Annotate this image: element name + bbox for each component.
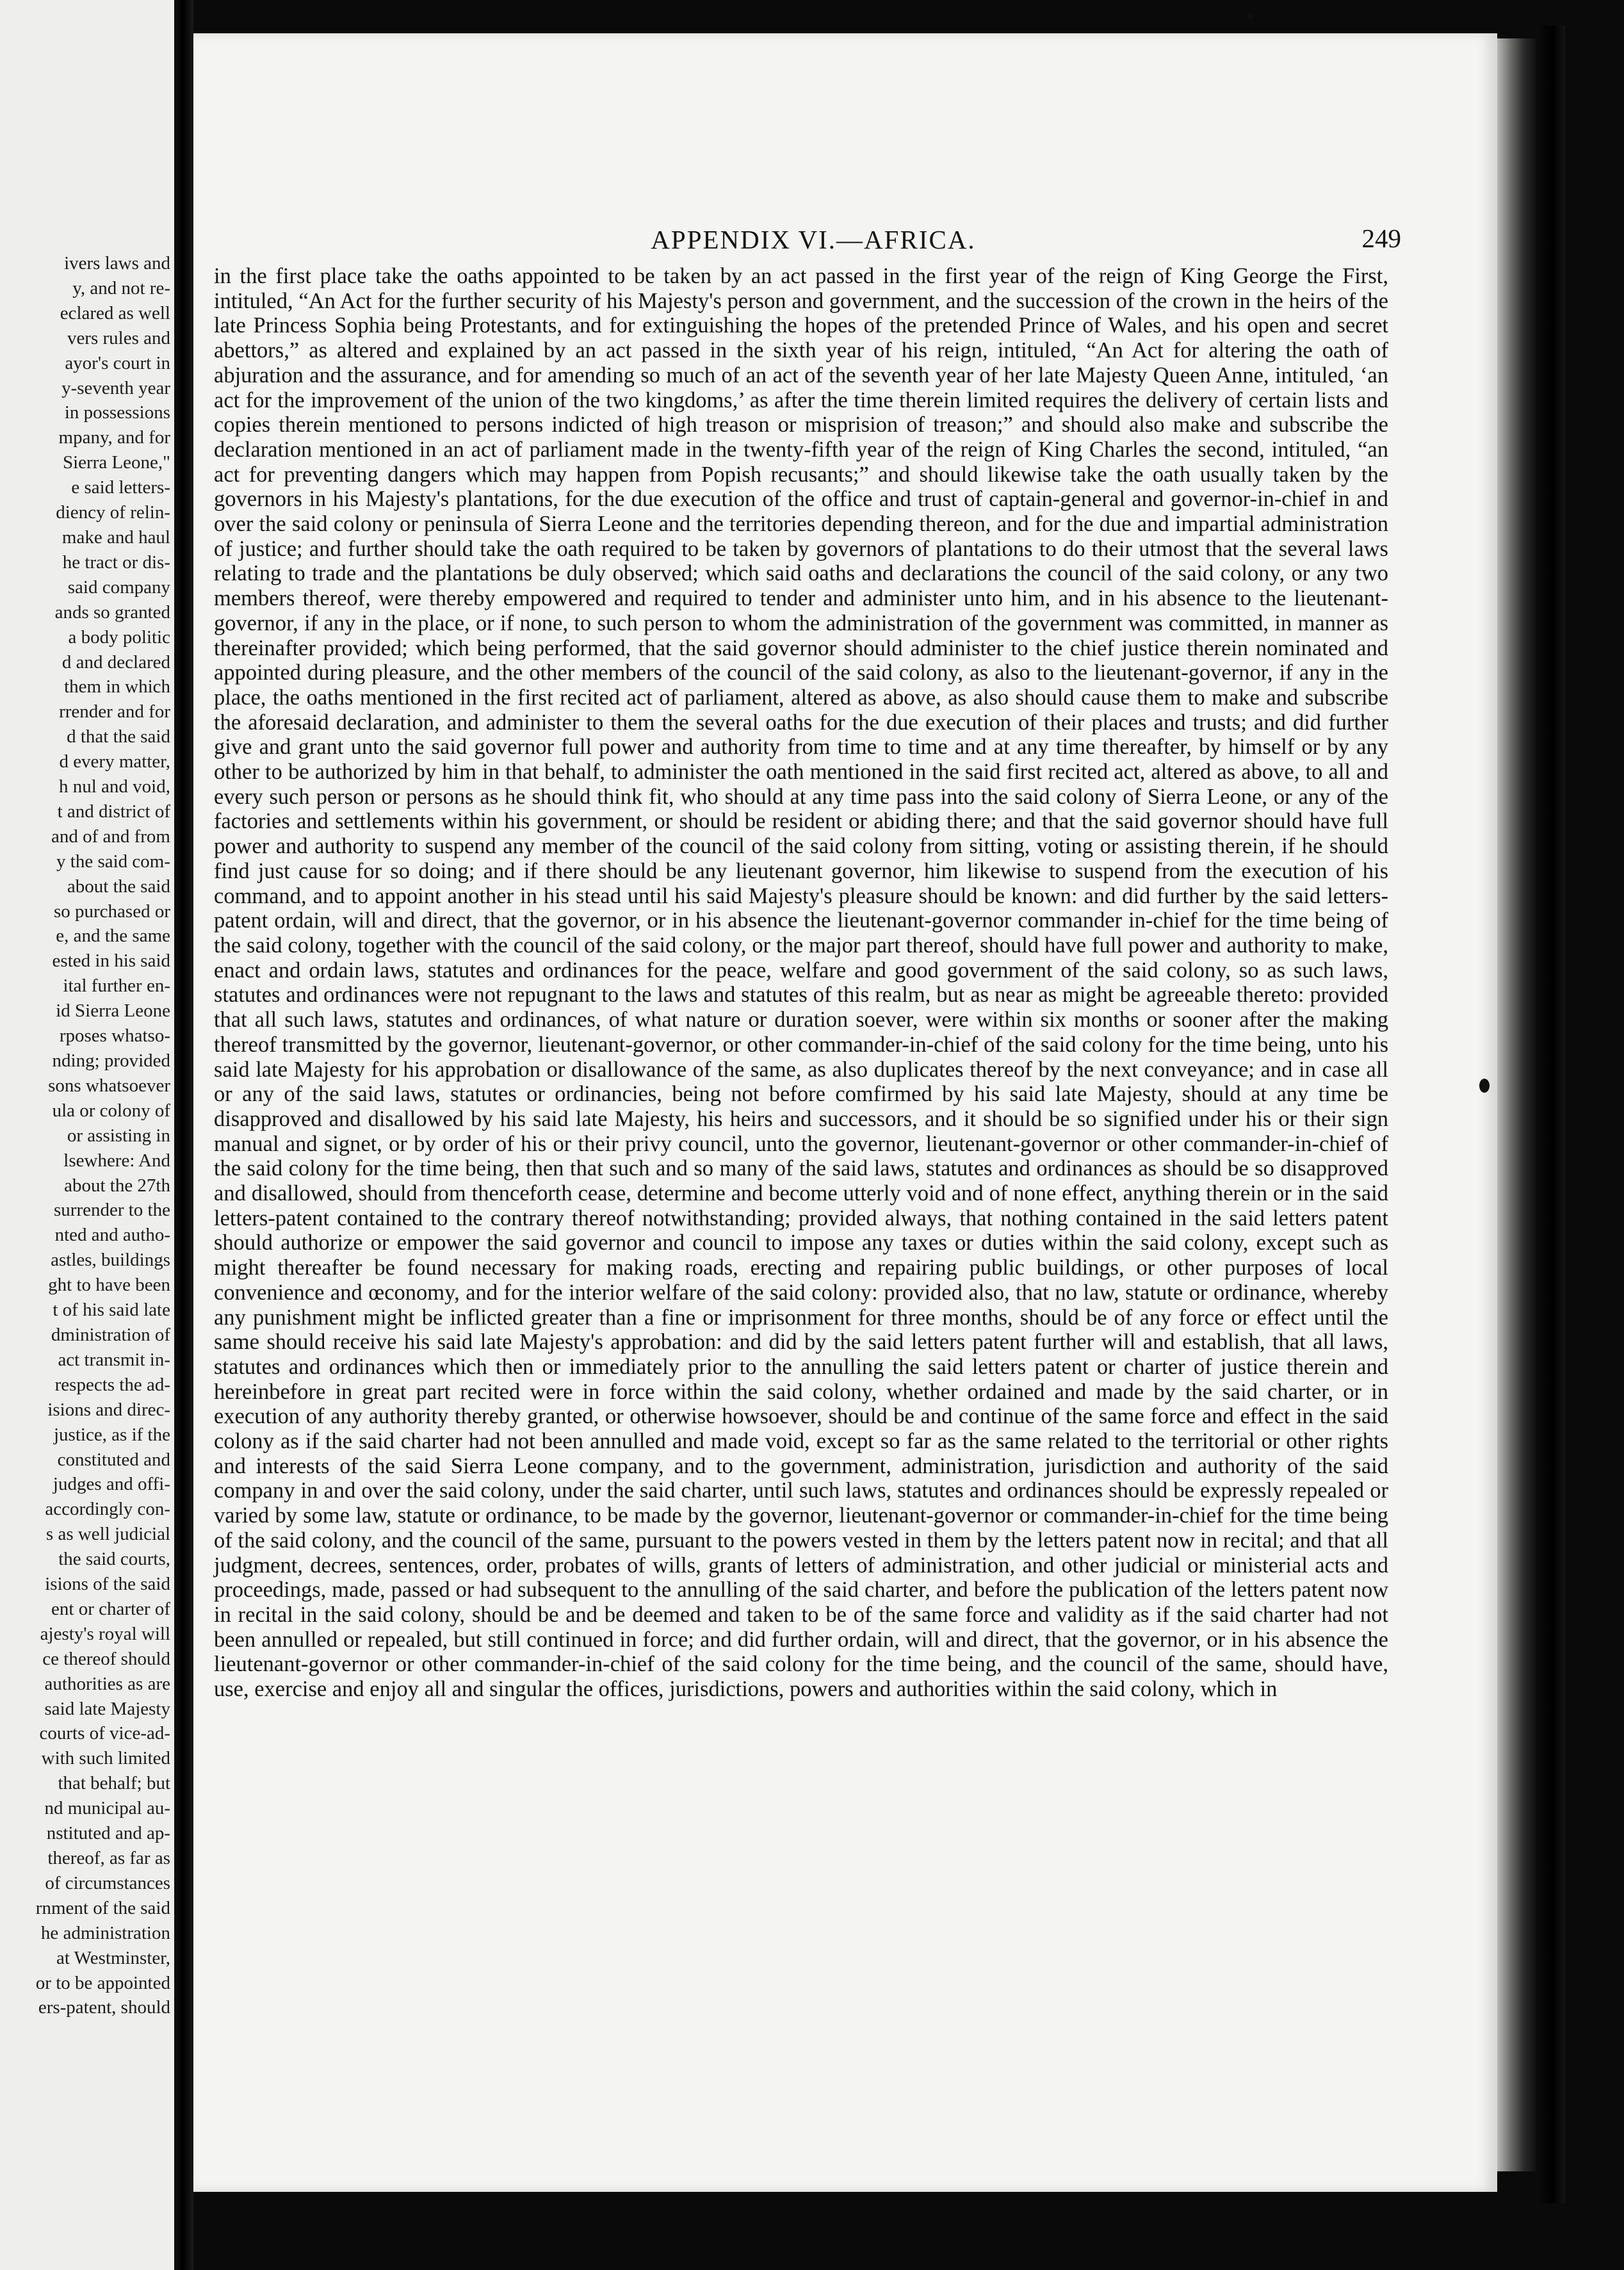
facing-page-line: them in which: [64, 676, 170, 698]
facing-page-line: ayor's court in: [65, 352, 170, 373]
facing-page-line: nstituted and ap-: [46, 1823, 170, 1844]
facing-page-line: act transmit in-: [58, 1349, 170, 1370]
facing-page-line: about the 27th: [64, 1175, 170, 1196]
facing-page-line: nd municipal au-: [44, 1798, 170, 1819]
dust-speck: [1249, 14, 1253, 18]
facing-page-line: courts of vice-ad-: [39, 1723, 170, 1744]
facing-page-line: d and declared: [61, 651, 170, 673]
facing-page-line: ula or colony of: [52, 1100, 170, 1121]
facing-page-line: or to be appointed: [35, 1972, 170, 1993]
facing-page-line: rrender and for: [59, 701, 170, 723]
facing-page-line: astles, buildings: [51, 1250, 170, 1271]
facing-page-line: d every matter,: [59, 751, 170, 772]
facing-page-line: diency of relin-: [56, 502, 170, 523]
facing-page-line: y, and not re-: [72, 277, 170, 298]
facing-page-line: accordingly con-: [45, 1499, 170, 1520]
facing-page-line: of circumstances: [45, 1872, 170, 1893]
facing-page-line: ands so granted: [54, 601, 170, 623]
facing-page-line: at Westminster,: [56, 1947, 170, 1968]
facing-page-line: e said letters-: [71, 477, 170, 498]
facing-page-line: justice, as if the: [53, 1424, 170, 1445]
facing-page-line: id Sierra Leone: [56, 1000, 170, 1022]
facing-page: [0, 0, 174, 2270]
page-number: 249: [1361, 224, 1401, 253]
book-page: [193, 33, 1497, 2192]
page-body: [214, 264, 1388, 1702]
facing-page-text: [0, 251, 170, 2020]
facing-page-line: or assisting in: [67, 1125, 170, 1146]
facing-page-line: said company: [67, 576, 170, 598]
facing-page-line: ivers laws and: [64, 253, 170, 274]
facing-page-line: rnment of the said: [35, 1897, 170, 1918]
facing-page-line: ce thereof should: [42, 1648, 170, 1669]
facing-page-line: thereof, as far as: [47, 1848, 170, 1868]
facing-page-line: authorities as are: [44, 1673, 170, 1694]
facing-page-line: s as well judicial: [45, 1524, 170, 1545]
facing-page-line: y the said com-: [56, 851, 170, 872]
facing-page-line: rposes whatso-: [59, 1025, 170, 1047]
facing-page-line: he administration: [40, 1922, 170, 1943]
facing-page-line: ital further en-: [63, 976, 170, 997]
facing-page-line: with such limited: [41, 1748, 170, 1769]
facing-page-line: lsewhere: And: [63, 1150, 170, 1171]
facing-page-line: respects the ad-: [54, 1374, 170, 1395]
facing-page-line: the said courts,: [58, 1549, 170, 1570]
body-paragraph: in the first place take the oaths appointed to be taken by an act passed in the first year of the reign of King George the First, intituled, “An Act for the further security of his Majesty's person and government, and the succession of the crown in the heirs of the late Princess Sophia being Protestants, and for extinguishing the hopes of the pretended Prince of Wales, and his open and secret abettors,” as altered and explained by an act passed in the sixth year of his reign, intituled, “An Act for altering the oath of abjuration and the assurance, and for amending so much of an act of the seventh year of her late Majesty Queen Anne, intituled, ‘an act for the improvement of the union of the two kingdoms,’ as after the time therein limited requires the delivery of certain lists and copies therein mentioned to persons indicted of high treason or misprision of treason;” and should also make and subscribe the declaration mentioned in an act of parliament made in the twenty-fifth year of the reign of King Charles the second, intituled, “an act for preventing dangers which may happen from Popish recusants;” and should likewise take the oath usually taken by the governors in his Majesty's plantations, for the due execution of the office and trust of captain-general and governor-in-chief in and over the said colony or peninsula of Sierra Leone and the territories depending thereon, and for the due and impartial administration of justice; and further should take the oath required to be taken by governors of plantations to do their utmost that the several laws relating to trade and the plantations be duly observed; which said oaths and declarations the council of the said colony, or any two members thereof, were thereby empowered and required to tender and administer unto him, and in his absence to the lieutenant-governor, if any in the place, or if none, to such person to whom the administration of the government was committed, in manner as thereinafter provided; which being performed, that the said governor should administer to the chief justice therein nominated and appointed during pleasure, and the other members of the council of the said colony, as also to the lieutenant-governor, if any in the place, the oaths mentioned in the first recited act of parliament, altered as above, as also should cause them to make and subscribe the aforesaid declaration, and administer to them the several oaths for the due execution of their places and trusts; and did further give and grant unto the said governor full power and authority from time to time and at any time thereafter, by himself or by any other to be authorized by him in that behalf, to administer the oath mentioned in the said first recited act, altered as above, to all and every such person or persons as he should think fit, who should at any time pass into the said colony of Sierra Leone, or any of the factories and settlements within his government, or should be resident or abiding there; and that the said governor should have full power and authority to suspend any member of the council of the said colony from sitting, voting or assisting therein, if he should find just cause for so doing; and if there should be any lieutenant governor, him likewise to suspend from the execution of his command, and to appoint another in his stead until his said Majesty's pleasure should be known: and did further by the said letters-patent ordain, will and direct, that the governor, or in his absence the lieutenant-governor commander in-chief for the time being of the said colony, together with the council of the said colony, or the major part thereof, should have full power and authority to make, enact and ordain laws, statutes and ordinances for the peace, welfare and good government of the said colony, so as such laws, statutes and ordinances were not repugnant to the laws and statutes of this realm, but as near as might be agreeable thereto: provided that all such laws, statutes and ordinances, of what nature or duration soever, were within six months or sooner after the making thereof transmitted by the governor, lieutenant-governor, or other commander-in-chief of the said colony for the time being, unto his said late Majesty for his approbation or disallowance of the same, as also duplicates thereof by the next conveyance; and in case all or any of the said laws, statutes or ordinancies, being not before comfirmed by his said late Majesty, should at any time be disapproved and disallowed by his said late Majesty, his heirs and successors, and it should be so signified under his or their sign manual and signet, or by order of his or their privy council, unto the governor, lieutenant-governor or other commander-in-chief of the said colony for the time being, then that such and so many of the said laws, statutes and ordinances as should be so disapproved and disallowed, should from thenceforth cease, determine and become utterly void and of none effect, anything therein or in the said letters-patent contained to the contrary thereof notwithstanding; provided always, that nothing contained in the said letters patent should authorize or empower the said governor and council to impose any taxes or duties within the said colony, except such as might thereafter be found necessary for making roads, erecting and repairing public buildings, or other purposes of local convenience and œconomy, and for the interior welfare of the said colony: provided also, that no law, statute or ordinance, whereby any punishment might be inflicted greater than a fine or imprisonment for three months, should be of any force or effect until the same should receive his said late Majesty's approbation: and did by the said letters patent further will and establish, that all laws, statutes and ordinances which then or immediately prior to the annulling the said letters patent or charter of justice therein and hereinbefore in great part recited were in force within the said colony, whether ordained and made by the said charter, or in execution of any authority thereby granted, or otherwise howsoever, should be and continue of the same force and effect in the said colony as if the said charter had not been annulled and made void, except so far as the same related to the territorial or other rights and interests of the said Sierra Leone company, and to the government, administration, jurisdiction and authority of the said company in and over the said colony, under the said charter, until such laws, statutes and ordinances should be expressly repealed or varied by some law, statute or ordinance, to be made by the governor, lieutenant-governor or commander-in-chief for the time being of the said colony, and the council of the same, pursuant to the powers vested in them by the letters patent now in recital; and that all judgment, decrees, sentences, order, probates of wills, grants of letters of administration, and other judicial or ministerial acts and proceedings, made, passed or had subsequent to the annulling of the said charter, and before the publication of the letters patent now in recital in the said colony, should be and be deemed and taken to be of the same force and validity as if the said charter had not been annulled or repealed, but still continued in force; and did further ordain, will and direct, that the governor, or in his absence the lieutenant-governor or other commander-in-chief of the said colony for the time being, and the council of the same, should have, use, exercise and enjoy all and singular the offices, jurisdictions, powers and authorities within the said colony, which in: [214, 264, 1388, 1702]
facing-page-line: isions of the said: [45, 1574, 170, 1595]
running-head: APPENDIX VI.—AFRICA.: [651, 225, 976, 254]
facing-page-line: Sierra Leone,": [62, 452, 170, 473]
facing-page-line: isions and direc-: [47, 1399, 170, 1420]
facing-page-line: nted and autho-: [54, 1225, 170, 1246]
facing-page-line: ajesty's royal will: [40, 1623, 170, 1644]
facing-page-line: ght to have been: [48, 1275, 170, 1296]
facing-page-line: a body politic: [68, 626, 170, 648]
facing-page-line: ers-patent, should: [38, 1997, 170, 2018]
facing-page-line: that behalf; but: [58, 1773, 170, 1794]
book-spine: [1536, 26, 1565, 2203]
facing-page-line: make and haul: [61, 527, 170, 548]
facing-page-line: h nul and void,: [59, 776, 170, 797]
facing-page-line: constituted and: [57, 1449, 170, 1470]
facing-page-line: y-seventh year: [61, 377, 170, 398]
page-edge: [1497, 38, 1536, 2171]
dust-speck: [1479, 1079, 1490, 1093]
facing-page-line: nding; provided: [52, 1050, 170, 1071]
facing-page-line: e, and the same: [56, 926, 170, 947]
facing-page-line: so purchased or: [53, 901, 170, 922]
facing-page-line: and of and from: [51, 826, 170, 847]
book-gutter: [174, 0, 193, 2270]
facing-page-line: vers rules and: [67, 327, 170, 348]
facing-page-line: d that the said: [67, 726, 170, 747]
facing-page-line: surrender to the: [54, 1200, 170, 1221]
facing-page-line: mpany, and for: [58, 427, 170, 448]
facing-page-line: about the said: [67, 876, 170, 897]
facing-page-line: judges and offi-: [53, 1474, 170, 1495]
facing-page-line: t and district of: [57, 801, 170, 822]
facing-page-line: ent or charter of: [51, 1598, 170, 1619]
facing-page-line: he tract or dis-: [62, 551, 170, 573]
facing-page-line: dministration of: [51, 1324, 170, 1345]
facing-page-line: in possessions: [64, 402, 170, 423]
facing-page-line: sons whatsoever: [48, 1075, 170, 1096]
facing-page-line: eclared as well: [60, 302, 170, 323]
facing-page-line: ested in his said: [52, 951, 170, 972]
facing-page-line: said late Majesty: [44, 1698, 170, 1719]
facing-page-line: t of his said late: [53, 1300, 170, 1321]
